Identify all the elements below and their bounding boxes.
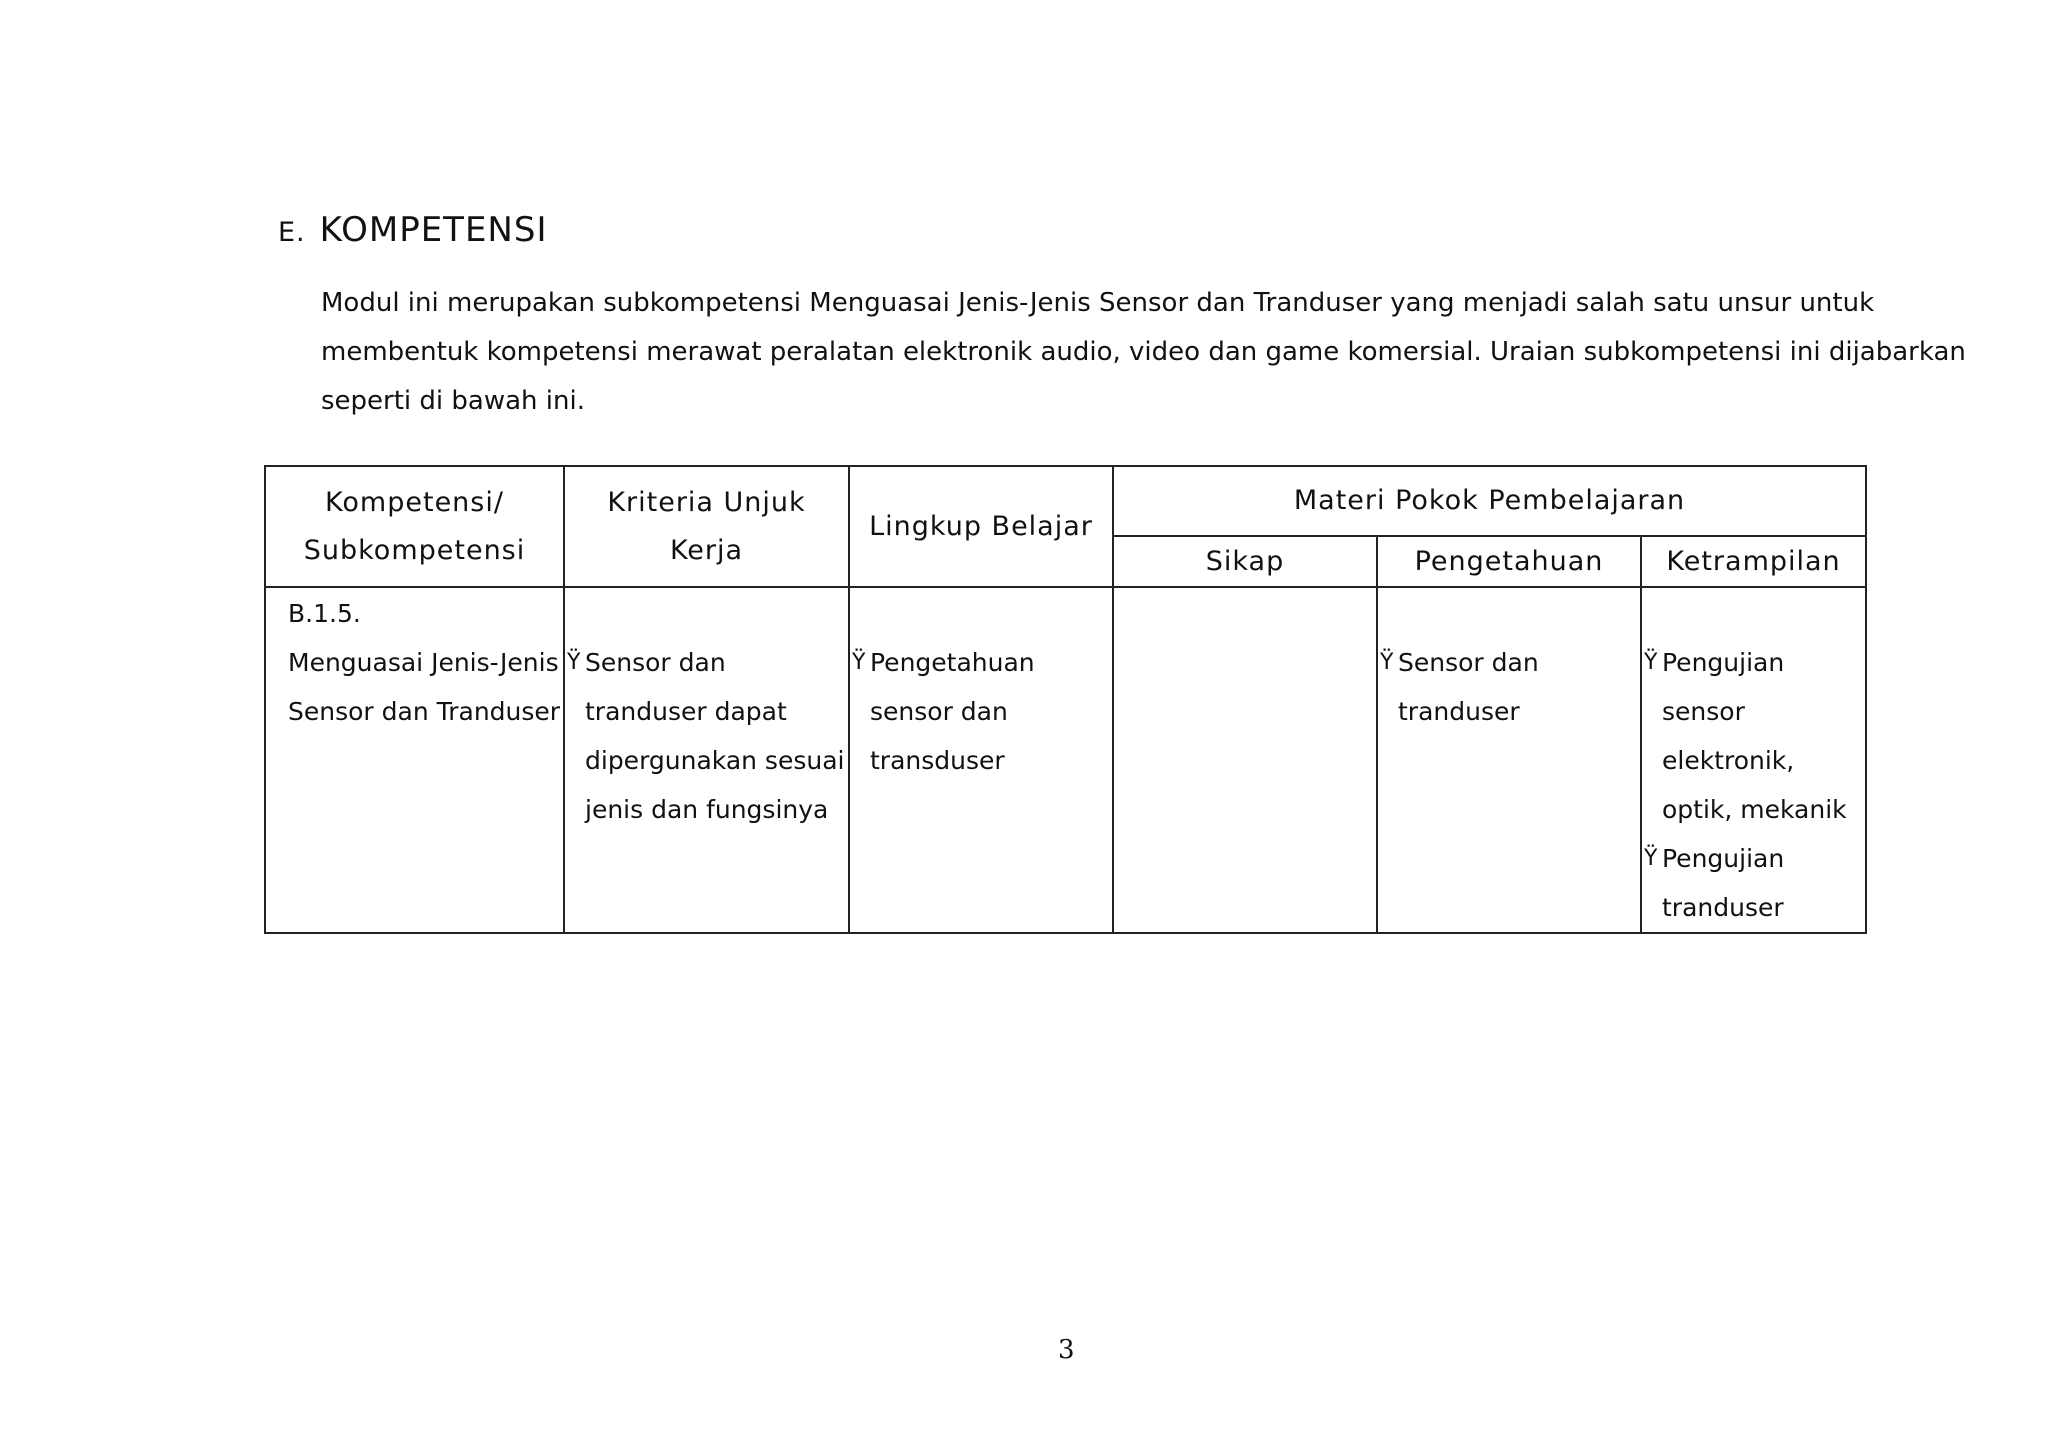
header-kriteria-line: Kriteria Unjuk <box>607 486 806 518</box>
list-item-line: tranduser <box>1662 893 1784 922</box>
list-item-line: sensor dan <box>870 697 1008 726</box>
list-item-line: optik, mekanik <box>1662 795 1847 824</box>
list-item-line: elektronik, <box>1662 746 1795 775</box>
header-sikap: Sikap <box>1113 536 1377 587</box>
list-item-line: Pengujian <box>1662 844 1785 873</box>
list-item-line: tranduser <box>1398 697 1520 726</box>
list-item-line: dipergunakan sesuai <box>585 746 845 775</box>
list-item-line: tranduser dapat <box>585 697 787 726</box>
list-item-line: jenis dan fungsinya <box>585 795 829 824</box>
cell-sikap <box>1113 587 1377 933</box>
list-item <box>1378 638 1640 736</box>
intro-line: seperti di bawah ini. <box>321 386 585 416</box>
section-letter: E. <box>278 217 306 248</box>
kompetensi-title-line: Sensor dan Tranduser <box>288 697 561 726</box>
bullet-icon: Ÿ <box>1380 650 1394 675</box>
page-number: 3 <box>1058 1335 1075 1365</box>
list-item <box>1642 834 1865 932</box>
table-row <box>265 587 1866 933</box>
section-title: KOMPETENSI <box>319 210 548 250</box>
cell-lingkup <box>849 587 1113 933</box>
list-item <box>1642 638 1865 834</box>
intro-paragraph <box>321 279 1966 426</box>
header-kompetensi-line: Kompetensi/ <box>325 486 504 518</box>
list-item <box>565 638 848 834</box>
cell-kompetensi <box>265 587 564 933</box>
list-item-line: Pengetahuan <box>870 648 1035 677</box>
list-item-line: Pengujian <box>1662 648 1785 677</box>
cell-pengetahuan <box>1377 587 1641 933</box>
bullet-icon: Ÿ <box>1644 650 1658 675</box>
kompetensi-table <box>264 465 1867 934</box>
intro-line: membentuk kompetensi merawat peralatan elektronik audio, video dan game komersial. Uraian subkompetensi ini dijabarkan <box>321 337 1966 367</box>
cell-ketrampilan <box>1641 587 1866 933</box>
bullet-icon: Ÿ <box>567 650 581 675</box>
list-item-line: sensor <box>1662 697 1745 726</box>
list-item-line: transduser <box>870 746 1005 775</box>
intro-line: Modul ini merupakan subkompetensi Menguasai Jenis-Jenis Sensor dan Tranduser yang menjadi salah satu unsur untuk <box>321 288 1875 318</box>
header-kompetensi <box>265 466 564 587</box>
list-item-line: Sensor dan <box>1398 648 1539 677</box>
kompetensi-code: B.1.5. <box>288 599 361 628</box>
header-ketrampilan: Ketrampilan <box>1641 536 1866 587</box>
header-pengetahuan: Pengetahuan <box>1377 536 1641 587</box>
header-kriteria <box>564 466 849 587</box>
header-kompetensi-line: Subkompetensi <box>303 534 526 566</box>
kompetensi-title-line: Menguasai Jenis-Jenis <box>288 648 559 677</box>
bullet-icon: Ÿ <box>852 650 866 675</box>
section-heading <box>278 210 547 250</box>
header-lingkup: Lingkup Belajar <box>849 466 1113 587</box>
header-kriteria-line: Kerja <box>669 534 744 566</box>
bullet-icon: Ÿ <box>1644 846 1658 871</box>
list-item-line: Sensor dan <box>585 648 726 677</box>
list-item <box>850 638 1112 785</box>
header-materi: Materi Pokok Pembelajaran <box>1113 466 1866 536</box>
cell-kriteria <box>564 587 849 933</box>
